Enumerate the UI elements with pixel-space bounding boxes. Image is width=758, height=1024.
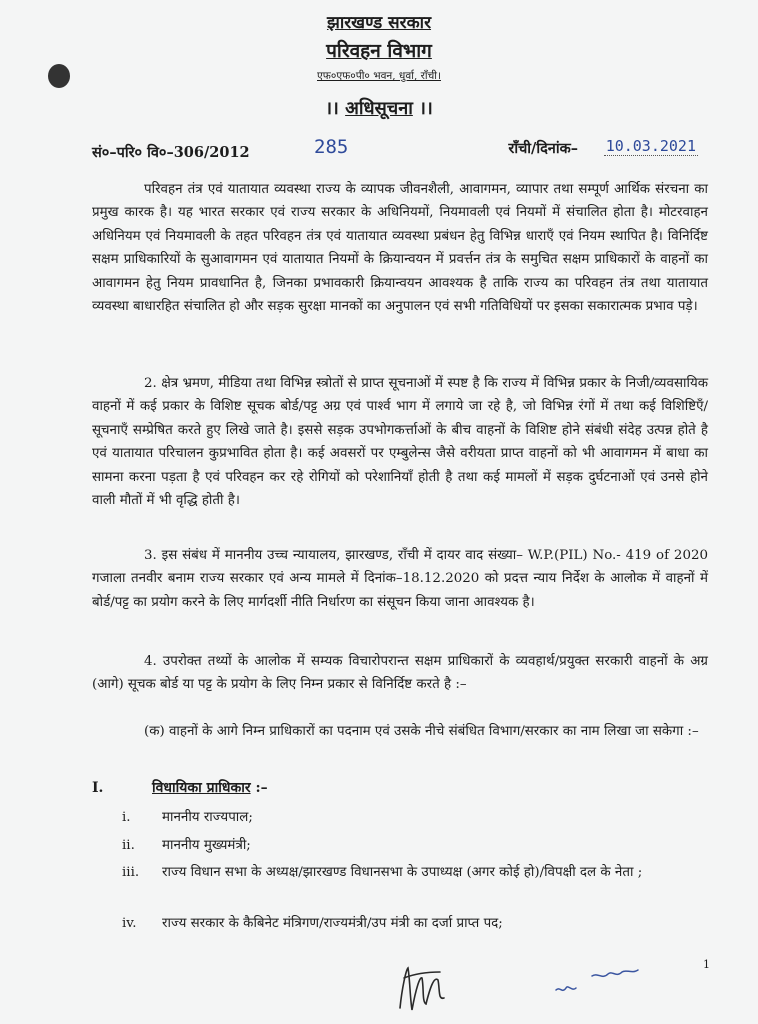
paragraph-1 xyxy=(92,178,708,318)
list-item-text: राज्य सरकार के कैबिनेट मंत्रिगण/राज्यमंत्री/उप मंत्री का दर्जा प्राप्त पद; xyxy=(162,916,503,931)
paragraph-1-text: परिवहन तंत्र एवं यातायात व्यवस्था राज्य के व्यापक जीवनशैली, आवागमन, व्यापार तथा सम्पूर्ण आर्थिक संरचना का प्रमुख कारक है। यह भारत सरकार एवं राज्य सरकार के अधिनियमों, नियमावली एवं नियमों में संचालित होता है। मोटरवाहन अधिनियम एवं नियमावली के तहत परिवहन तंत्र एवं यातायात व्यवस्था प्रबंधन हेतु विभिन्न धाराएँ एवं नियम स्थापित है। विनिर्दिष्ट सक्षम प्राधिकारियों के सुआवागमन एवं यातायात नियमों के क्रियान्वयन में प्रवर्त्तन तंत्र के समुचित सक्षम प्राधिकारों के वाहनों का आवागमन हेतु नियम प्रावधानित है, जिनका प्रभावकारी क्रियान्वयन आवश्यक है ताकि राज्य का परिवहन तंत्र तथा यातायात व्यवस्था बाधारहित संचालित हो और सड़क सुरक्षा मानकों का अनुपालन एवं सभी गतिविधियों पर इसका सकारात्मक प्रभाव पड़े। xyxy=(92,182,708,315)
paragraph-4-text: 4. उपरोक्त तथ्यों के आलोक में सम्यक विचारोपरान्त सक्षम प्राधिकारों के व्यवहार्थ/प्रयुक्त सरकारी वाहनों के अग्र (आगे) सूचक बोर्ड या पट्ट के प्रयोग के लिए निम्न प्रकार से विनिर्दिष्ट करते है :– xyxy=(92,654,708,693)
paragraph-5-text: (क) वाहनों के आगे निम्न प्राधिकारों का पदनाम एवं उसके नीचे संबंधित विभाग/सरकार का नाम लिखा जा सकेगा :– xyxy=(144,724,699,739)
list-item-number: iv. xyxy=(122,916,137,931)
paragraph-4 xyxy=(92,650,708,697)
paragraph-5 xyxy=(92,720,708,743)
list-item-number: i. xyxy=(122,810,131,825)
list-item-text: राज्य विधान सभा के अध्यक्ष/झारखण्ड विधानसभा के उपाध्यक्ष (अगर कोई हो)/विपक्षी दल के नेता ; xyxy=(162,865,643,880)
paragraph-3 xyxy=(92,544,708,614)
handwritten-number: 285 xyxy=(314,136,349,158)
title-open-mark: ।। xyxy=(325,98,339,119)
list-item-number: iii. xyxy=(122,865,140,880)
department-address: एफ०एफ०पी० भवन, धुर्वा, राँची। xyxy=(317,70,441,82)
signature xyxy=(392,958,452,1022)
title-text: अधिसूचना xyxy=(345,98,413,119)
section-label: विधायिका प्राधिकार xyxy=(152,780,251,796)
government-name: झारखण्ड सरकार xyxy=(326,13,432,33)
notification-title xyxy=(0,96,758,120)
letterhead xyxy=(0,10,758,83)
list-item-text: माननीय मुख्यमंत्री; xyxy=(162,838,251,853)
place-date-label: राँची/दिनांक– xyxy=(508,140,578,157)
title-close-mark: ।। xyxy=(419,98,433,119)
page-number: 1 xyxy=(703,958,710,971)
section-heading xyxy=(92,778,268,797)
paragraph-3-text: 3. इस संबंध में माननीय उच्च न्यायालय, झारखण्ड, राँची में दायर वाद संख्या– W.P.(PIL) No.- 419 of 2020 गजाला तनवीर बनाम राज्य सरकार एवं अन्य मामले में दिनांक–18.12.2020 को प्रदत्त न्याय निर्देश के आलोक में वाहनों में बोर्ड/पट्ट का प्रयोग करने के लिए मार्गदर्शी नीति निर्धारण का संसूचन किया जाना आवश्यक है। xyxy=(92,548,708,610)
department-name: परिवहन विभाग xyxy=(326,40,432,62)
reference-line xyxy=(92,138,698,164)
handwritten-date: 10.03.2021 xyxy=(605,137,696,155)
paragraph-2 xyxy=(92,372,708,512)
section-roman: I. xyxy=(92,780,104,796)
section-suffix: :– xyxy=(250,780,268,796)
paragraph-2-text: 2. क्षेत्र भ्रमण, मीडिया तथा विभिन्न स्त्रोतों से प्राप्त सूचनाओं में स्पष्ट है कि राज्य में विभिन्न प्रकार के निजी/व्यवसायिक वाहनों में कई प्रकार के विशिष्ट सूचक बोर्ड/पट्ट अग्र एवं पार्श्व भाग में लगाये जा रहे है, जो विभिन्न रंगों में तथा कई विशिष्टिएँ/सूचनाएँ सम्प्रेषित करते हुए लिखे जाते है। इससे सड़क उपभोगकर्त्ताओं के बीच वाहनों के विशिष्ट होने संबंधी संदेह उत्पन्न होते है एवं यातायात परिचालन कुप्रभावित होता है। कई अवसरों पर एम्बुलेन्स जैसे वरीयता प्राप्त वाहनों को भी आवागमन में बाधा का सामना करना पड़ता है एवं परिवहन कर रहे रोगियों को परेशानियाँ होती है तथा कई मामलों में सड़क दुर्घटनाओं एवं उनसे होने वाली मौतों में भी वृद्धि होती है। xyxy=(92,376,708,509)
initials-scribble xyxy=(552,966,642,1000)
list-item-number: ii. xyxy=(122,838,135,853)
reference-number: सं०–परि० वि०–306/2012 xyxy=(92,144,250,161)
list-item-text: माननीय राज्यपाल; xyxy=(162,810,253,825)
